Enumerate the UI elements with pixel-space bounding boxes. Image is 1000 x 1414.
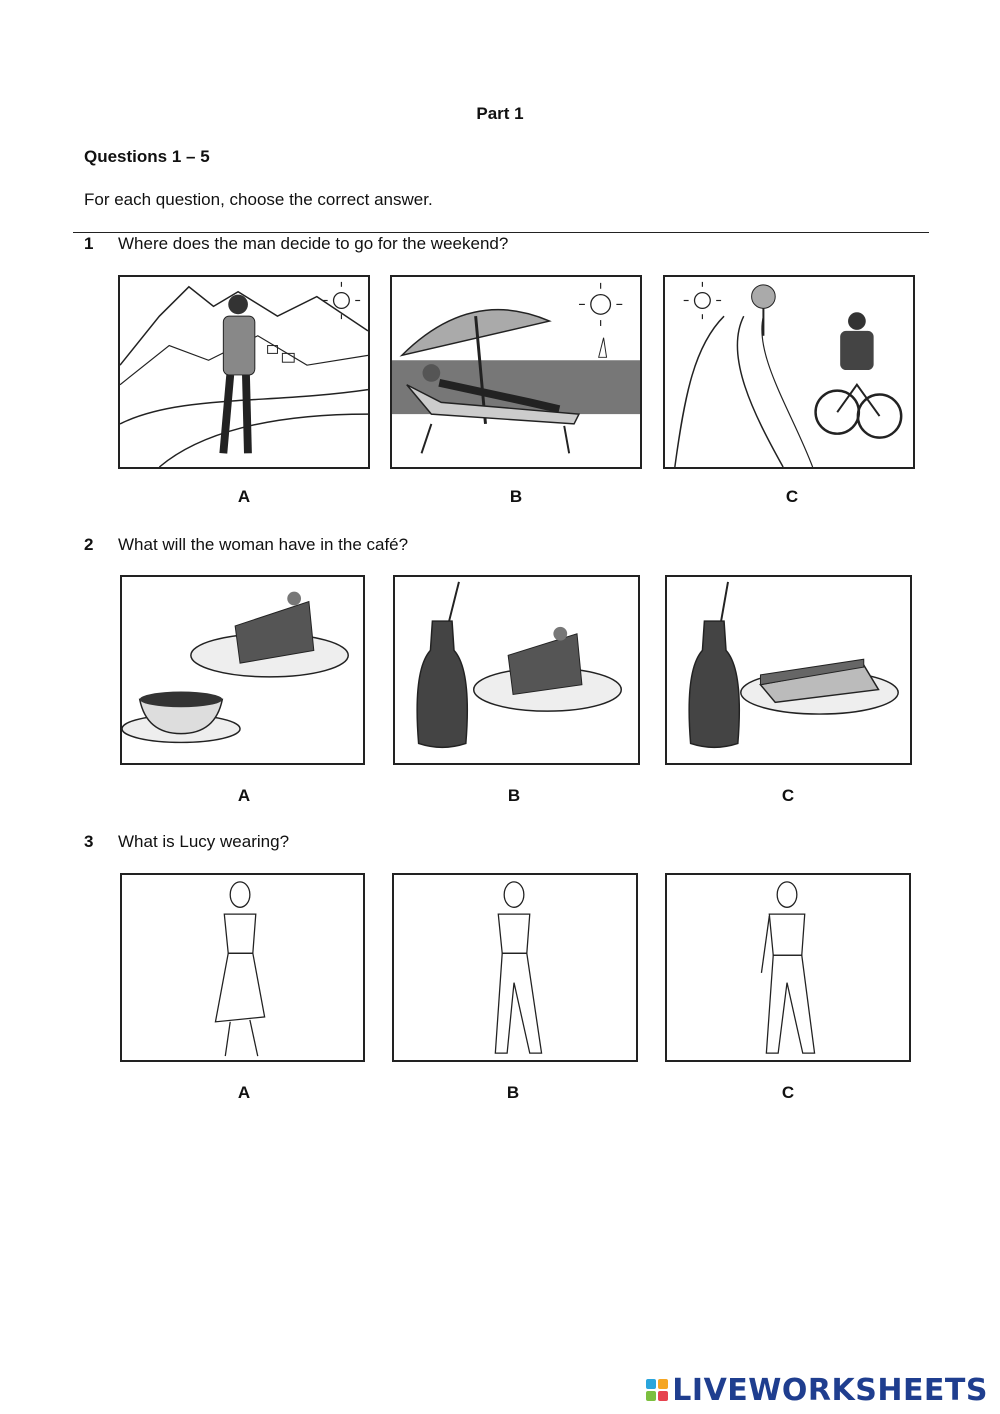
question-3-text: What is Lucy wearing? bbox=[118, 832, 290, 851]
instructions-text: For each question, choose the correct answer. bbox=[84, 190, 433, 209]
river-cycling-picture[interactable] bbox=[663, 275, 915, 469]
q1-option-b-label: B bbox=[509, 487, 523, 506]
mountain-walk-picture[interactable] bbox=[118, 275, 370, 469]
tea-and-cake-picture[interactable] bbox=[120, 575, 365, 765]
q2-option-a-label: A bbox=[237, 786, 251, 805]
logo-mark-icon bbox=[646, 1379, 668, 1401]
question-2-number: 2 bbox=[84, 535, 94, 554]
woman-skirt-picture[interactable] bbox=[120, 873, 365, 1062]
q2-option-b-label: B bbox=[507, 786, 521, 805]
beach-umbrella-picture[interactable] bbox=[390, 275, 642, 469]
questions-range-heading: Questions 1 – 5 bbox=[84, 147, 210, 166]
question-1-number: 1 bbox=[84, 234, 94, 253]
drink-and-cake-picture[interactable] bbox=[393, 575, 640, 765]
q3-option-c-label: C bbox=[781, 1083, 795, 1102]
woman-trousers-tshirt-picture[interactable] bbox=[392, 873, 638, 1062]
q3-option-b-label: B bbox=[506, 1083, 520, 1102]
logo-text: LIVEWORKSHEETS bbox=[672, 1372, 988, 1408]
q1-option-a-label: A bbox=[237, 487, 251, 506]
question-3-number: 3 bbox=[84, 832, 94, 851]
question-1-text: Where does the man decide to go for the weekend? bbox=[118, 234, 509, 253]
divider-line bbox=[73, 232, 929, 233]
liveworksheets-logo[interactable] bbox=[646, 1372, 988, 1408]
woman-trousers-shirt-picture[interactable] bbox=[665, 873, 911, 1062]
part-title: Part 1 bbox=[476, 104, 524, 123]
q2-option-c-label: C bbox=[781, 786, 795, 805]
q3-option-a-label: A bbox=[237, 1083, 251, 1102]
q1-option-c-label: C bbox=[785, 487, 799, 506]
question-2-text: What will the woman have in the café? bbox=[118, 535, 409, 554]
drink-and-sandwich-picture[interactable] bbox=[665, 575, 912, 765]
